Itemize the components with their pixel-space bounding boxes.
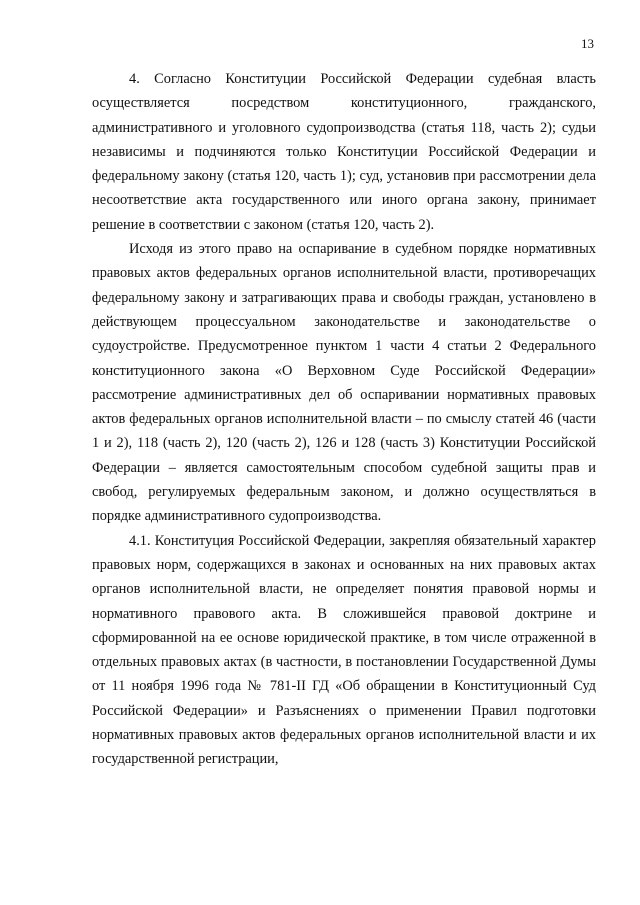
paragraph-constitution-judicial-power: 4. Согласно Конституции Российской Федерации судебная власть осуществляется посредством конституционного, гражданского, административного и уголовного судопроизводства (статья 118, часть 2); судьи независимы и подчиняются только Конституции Российской Федерации и федеральному закону (статья 120, часть 1); суд, установив при рассмотрении дела несоответствие акта государственного или иного органа закону, принимает решение в соответствии с законом (статья 120, часть 2). [92, 71, 596, 233]
page-number: 13 [581, 36, 594, 51]
document-body [92, 67, 596, 772]
paragraph-right-to-challenge: Исходя из этого право на оспаривание в судебном порядке нормативных правовых актов федеральных органов исполнительной власти, противоречащих федеральному закону и затрагивающих права и свободы граждан, установлено в действующем процессуальном законодательстве и законодательстве о судоустройстве. Предусмотренное пунктом 1 части 4 статьи 2 Федерального конституционного закона «О Верховном Суде Российской Федерации» рассмотрение административных дел об оспаривании нормативных правовых актов федеральных органов исполнительной власти – по смыслу статей 46 (части 1 и 2), 118 (часть 2), 120 (часть 2), 126 и 128 (часть 3) Конституции Российской Федерации – является самостоятельным способом судебной защиты прав и свобод, регулируемых федеральным законом, и должно осуществляться в порядке административного судопроизводства. [92, 241, 596, 525]
paragraph-legal-norm-definition: 4.1. Конституция Российской Федерации, закрепляя обязательный характер правовых норм, содержащихся в законах и основанных на них правовых актах органов исполнительной власти, не определяет понятия правовой нормы и нормативного правового акта. В сложившейся правовой доктрине и сформированной на ее основе юридической практике, в том числе отраженной в отдельных правовых актах (в частности, в постановлении Государственной Думы от 11 ноября 1996 года № 781-II ГД «Об обращении в Конституционный Суд Российской Федерации» и Разъяснениях о применении Правил подготовки нормативных правовых актов федеральных органов исполнительной власти и их государственной регистрации, [92, 532, 596, 768]
